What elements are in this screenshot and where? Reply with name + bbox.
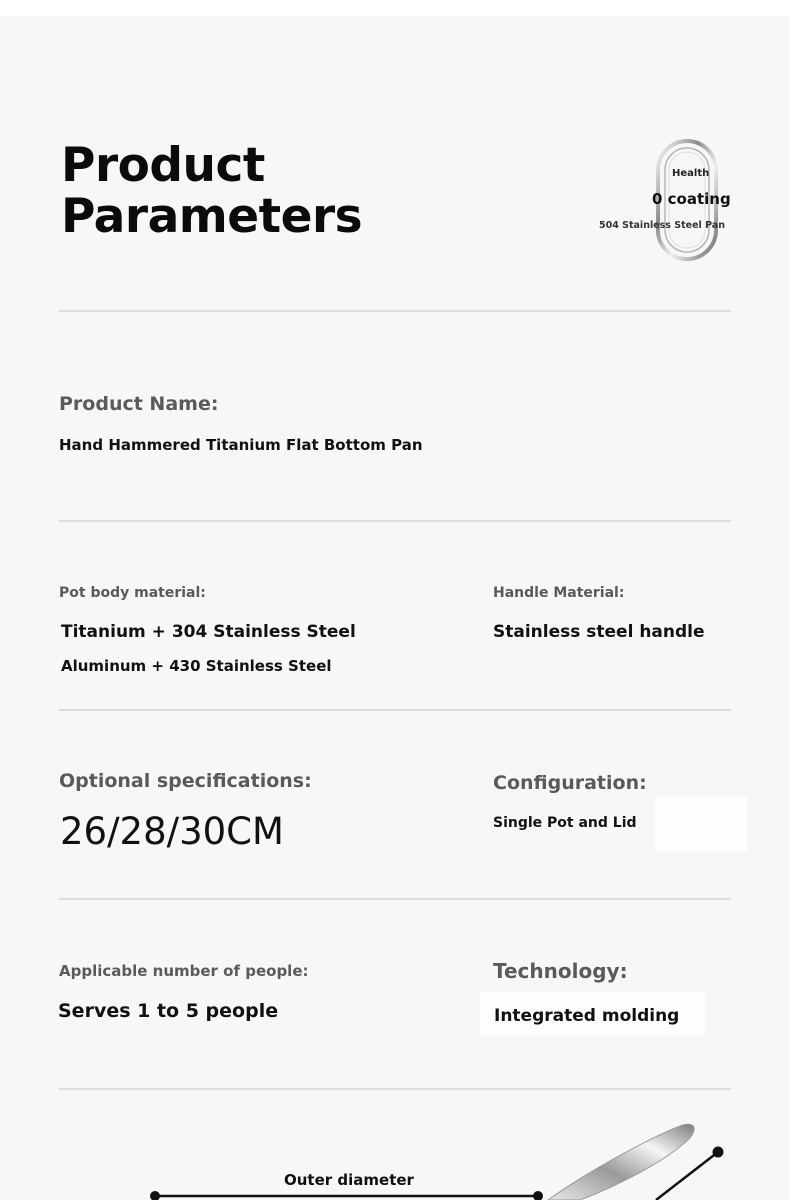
- badge-health-text: Health: [672, 168, 710, 179]
- divider: [59, 898, 731, 900]
- pot-body-material-value-2: Aluminum + 430 Stainless Steel: [61, 657, 332, 675]
- outer-diameter-start-dot: [150, 1191, 160, 1200]
- configuration-label: Configuration:: [493, 772, 647, 794]
- top-band: [0, 0, 790, 16]
- outer-diameter-label: Outer diameter: [284, 1171, 414, 1189]
- product-name-label: Product Name:: [59, 393, 219, 415]
- optional-specifications-label: Optional specifications:: [59, 770, 312, 792]
- configuration-value: Single Pot and Lid: [493, 815, 637, 831]
- product-name-value: Hand Hammered Titanium Flat Bottom Pan: [59, 436, 423, 454]
- divider: [59, 709, 731, 711]
- handle-length-dot: [713, 1147, 724, 1158]
- handle-length-line: [656, 1152, 718, 1200]
- applicable-people-value: Serves 1 to 5 people: [58, 1000, 279, 1022]
- white-patch: [655, 797, 747, 852]
- divider: [59, 520, 731, 522]
- page-title: [61, 140, 362, 242]
- page-title-line1: Product: [61, 138, 265, 193]
- optional-specifications-value: 26/28/30CM: [60, 810, 284, 853]
- divider: [59, 310, 731, 312]
- divider: [59, 1088, 731, 1090]
- outer-diameter-end-dot: [533, 1191, 543, 1200]
- health-badge: [596, 138, 732, 262]
- handle-material-value: Stainless steel handle: [493, 622, 705, 642]
- pot-body-material-label: Pot body material:: [59, 585, 206, 601]
- badge-steel-text: 504 Stainless Steel Pan: [599, 220, 725, 231]
- technology-label: Technology:: [493, 959, 628, 983]
- handle-material-label: Handle Material:: [493, 585, 625, 601]
- page-title-line2: Parameters: [61, 189, 363, 244]
- applicable-people-label: Applicable number of people:: [59, 962, 309, 980]
- technology-value: Integrated molding: [494, 1006, 680, 1026]
- badge-coating-text: 0 coating: [652, 190, 731, 208]
- pot-body-material-value-1: Titanium + 304 Stainless Steel: [61, 622, 356, 642]
